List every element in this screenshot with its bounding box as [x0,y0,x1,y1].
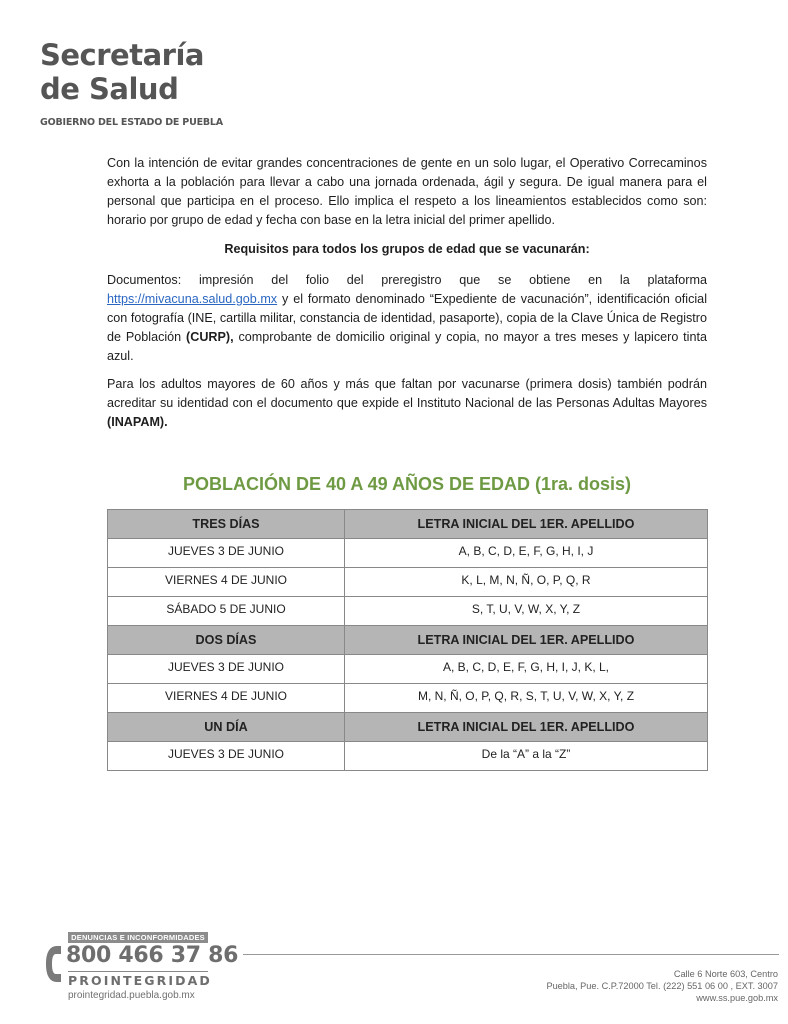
footer-divider [243,954,779,955]
table-row [108,597,708,626]
table-row [108,655,708,684]
phone-icon [44,944,64,984]
mivacuna-link[interactable]: https://mivacuna.salud.gob.mx [107,292,278,306]
address-line-2: Puebla, Pue. C.P.72000 Tel. (222) 551 06 00 , EXT. 3007 [546,981,778,992]
table-row [108,568,708,597]
date-cell: JUEVES 3 DE JUNIO [108,742,345,771]
letters-cell: A, B, C, D, E, F, G, H, I, J [345,539,708,568]
seniors-paragraph [107,375,707,432]
hotline-name: PROINTEGRIDAD [68,973,212,988]
date-cell: SÁBADO 5 DE JUNIO [108,597,345,626]
date-cell: VIERNES 4 DE JUNIO [108,568,345,597]
table-row [108,539,708,568]
secretaria-de-salud-logo [40,38,223,128]
documents-suffix: comprobante de domicilio original y copia, no mayor a tres meses y lapicero tinta azul. [107,330,707,363]
curp-label: (CURP), [186,330,234,344]
logo-line-1: Secretaría [40,38,204,72]
section-header-row [108,510,708,539]
address-website: www.ss.pue.gob.mx [696,993,778,1004]
documents-prefix: Documentos: impresión del folio del preregistro que se obtiene en la plataforma [107,273,707,287]
letters-cell: A, B, C, D, E, F, G, H, I, J, K, L, [345,655,708,684]
seniors-text: Para los adultos mayores de 60 años y más que faltan por vacunarse (primera dosis) también podrán acreditar su identidad con el documento que expide el Instituto Nacional de las Personas Adultas Mayores [107,377,707,410]
letters-cell: M, N, Ñ, O, P, Q, R, S, T, U, V, W, X, Y, Z [345,684,708,713]
table-row [108,742,708,771]
section-header-row [108,626,708,655]
hotline-website: prointegridad.puebla.gob.mx [68,990,195,1001]
letters-cell: De la “A” a la “Z” [345,742,708,771]
documents-paragraph [107,271,707,366]
schedule-title: POBLACIÓN DE 40 A 49 AÑOS DE EDAD (1ra. dosis) [182,474,632,494]
table-row [108,684,708,713]
inapam-label: (INAPAM). [107,415,168,429]
date-cell: JUEVES 3 DE JUNIO [108,539,345,568]
letter-column-header: LETRA INICIAL DEL 1ER. APELLIDO [345,626,708,655]
section-duration-header: UN DÍA [108,713,345,742]
address-block [546,968,778,1005]
hotline-number: 800 466 37 86 [66,943,239,968]
section-header-row [108,713,708,742]
date-cell: VIERNES 4 DE JUNIO [108,684,345,713]
address-line-1: Calle 6 Norte 603, Centro [673,969,778,979]
hotline-tag: DENUNCIAS E INCONFORMIDADES [68,932,208,943]
intro-paragraph: Con la intención de evitar grandes concentraciones de gente en un solo lugar, el Operativo Correcaminos exhorta a la población para llevar a cabo una jornada ordenada, ágil y segura. De igual manera para el personal que participa en el proceso. Ello implica el respeto a los lineamientos establecidos como son: horario por grupo de edad y fecha con base en la letra inicial del primer apellido. [107,156,707,227]
letters-cell: S, T, U, V, W, X, Y, Z [345,597,708,626]
date-cell: JUEVES 3 DE JUNIO [108,655,345,684]
letter-column-header: LETRA INICIAL DEL 1ER. APELLIDO [345,713,708,742]
requirements-heading: Requisitos para todos los grupos de edad que se vacunarán: [224,242,590,256]
logo-subtitle: GOBIERNO DEL ESTADO DE PUEBLA [40,117,223,128]
letters-cell: K, L, M, N, Ñ, O, P, Q, R [345,568,708,597]
schedule-table [107,509,708,771]
section-duration-header: TRES DÍAS [108,510,345,539]
hotline-divider [68,971,208,972]
documents-mid: y el formato denominado “Expediente de vacunación”, identificación oficial con fotografía (INE, cartilla militar, constancia de identidad, pasaporte), copia de la Clave Única de Registro de Población [107,292,707,344]
section-duration-header: DOS DÍAS [108,626,345,655]
letter-column-header: LETRA INICIAL DEL 1ER. APELLIDO [345,510,708,539]
logo-line-2: de Salud [40,72,179,106]
